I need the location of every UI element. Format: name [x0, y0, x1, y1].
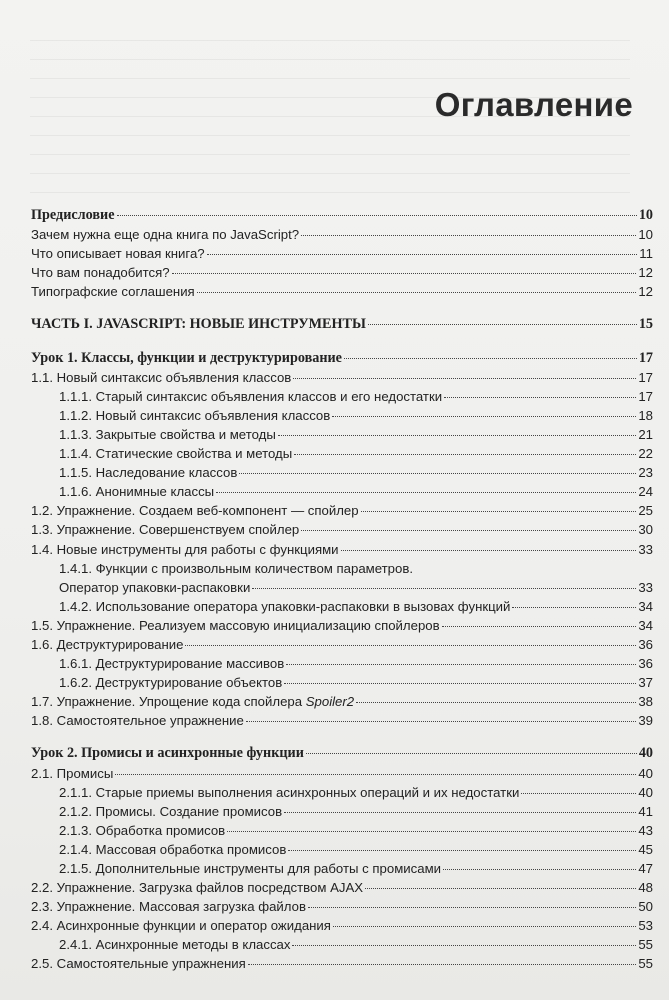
dot-leader — [172, 273, 637, 274]
toc-page-number: 24 — [638, 484, 653, 500]
toc-entry-italic: Spoiler2 — [305, 694, 355, 710]
toc-entry-title — [59, 673, 282, 692]
toc-entry[interactable] — [31, 244, 653, 263]
dot-leader — [442, 626, 637, 627]
toc-entry[interactable] — [31, 520, 653, 539]
toc-entry-title — [59, 935, 290, 954]
toc-entry-text: Что описывает новая книга? — [31, 246, 205, 262]
toc-entry-text: 2.1.1. Старые приемы выполнения асинхронных операций и их недостатки — [59, 784, 520, 800]
toc-entry-title — [31, 263, 170, 282]
toc-entry-title — [31, 520, 299, 539]
toc-entry[interactable] — [31, 654, 653, 673]
toc-entry-text: 1.1.1. Старый синтаксис объявления классов и его недостатки — [59, 388, 443, 404]
toc-entry-text: 2.3. Упражнение. Массовая загрузка файлов — [31, 899, 306, 915]
toc-page-number: 41 — [638, 803, 653, 819]
toc-page-number: 37 — [638, 675, 653, 691]
toc-entry[interactable] — [31, 692, 653, 711]
toc-entry-title — [59, 444, 292, 463]
toc-entry[interactable] — [31, 616, 653, 635]
toc-entry-title — [59, 597, 510, 616]
dot-leader — [284, 812, 636, 813]
dot-leader — [512, 607, 636, 608]
dot-leader — [278, 435, 637, 436]
toc-entry-title — [59, 406, 330, 425]
toc-entry-text: 1.6. Деструктурирование — [31, 636, 184, 652]
toc-entry-title — [59, 425, 276, 444]
dot-leader — [294, 454, 636, 455]
toc-entry-text: 1.1.2. Новый синтаксис объявления классов — [59, 407, 331, 423]
toc-entry-title — [59, 654, 284, 673]
toc-entry[interactable] — [31, 225, 653, 244]
dot-leader — [185, 645, 636, 646]
dot-leader — [341, 550, 637, 551]
toc-entry-text: Зачем нужна еще одна книга по JavaScript? — [31, 227, 300, 243]
toc-entry-title — [31, 315, 366, 334]
dot-leader — [292, 945, 636, 946]
toc-page-number: 36 — [638, 656, 653, 672]
toc-entry-text: Что вам понадобится? — [31, 265, 170, 281]
dot-leader — [333, 926, 636, 927]
toc-page-number: 55 — [638, 956, 653, 972]
toc-page-number: 15 — [638, 316, 653, 333]
toc-page-number: 40 — [638, 765, 653, 781]
dot-leader — [246, 721, 637, 722]
toc-entry-title — [59, 559, 413, 578]
toc-entry-text: 2.1. Промисы — [31, 765, 114, 781]
toc-page-number: 22 — [638, 446, 653, 462]
toc-entry[interactable] — [31, 783, 653, 802]
toc-page-number: 34 — [638, 617, 653, 633]
toc-entry[interactable] — [31, 764, 653, 783]
toc-page-number: 11 — [639, 246, 653, 262]
toc-page-number: 38 — [638, 694, 653, 710]
dot-leader — [301, 530, 636, 531]
toc-entry[interactable] — [31, 578, 653, 597]
toc-entry[interactable] — [31, 501, 653, 520]
toc-page-number: 48 — [638, 880, 653, 896]
toc-entry-title — [31, 744, 304, 763]
dot-leader — [286, 664, 636, 665]
toc-entry-title — [31, 878, 363, 897]
toc-page-number: 17 — [638, 349, 653, 366]
toc-page-number: 34 — [638, 598, 653, 614]
toc-entry-text: 1.1.3. Закрытые свойства и методы — [59, 426, 276, 442]
toc-page-number: 17 — [638, 369, 653, 385]
dot-leader — [308, 907, 636, 908]
toc-heading[interactable] — [31, 349, 653, 368]
toc-entry-text: 1.1.4. Статические свойства и методы — [59, 446, 293, 462]
toc-entry[interactable] — [31, 897, 653, 916]
dot-leader — [301, 235, 636, 236]
toc-page-number: 10 — [638, 207, 653, 223]
toc-entry-title — [59, 802, 282, 821]
toc-page-number: 12 — [638, 284, 653, 300]
toc-page-number: 30 — [638, 522, 653, 538]
toc-entry-text: 1.6.1. Деструктурирование массивов — [59, 656, 285, 672]
toc-entry-text: 1.8. Самостоятельное упражнение — [31, 713, 244, 729]
toc-entry-text: 1.1.6. Анонимные классы — [59, 484, 215, 500]
toc-heading[interactable] — [31, 315, 653, 334]
toc-entry-text: Урок 1. Классы, функции и деструктурирование — [31, 349, 342, 366]
toc-entry-title — [59, 840, 286, 859]
dot-leader — [368, 324, 637, 325]
toc-entry-text: 2.1.5. Дополнительные инструменты для работы с промисами — [59, 861, 441, 876]
dot-leader — [444, 397, 636, 398]
dot-leader — [521, 793, 636, 794]
toc-entry-title — [31, 635, 183, 654]
toc-entry-text: 1.4.1. Функции с произвольным количеством параметров. — [59, 560, 413, 576]
dot-leader — [293, 378, 636, 379]
toc-page-number: 40 — [638, 745, 653, 762]
toc-entry[interactable] — [31, 635, 653, 654]
toc-page-number: 33 — [638, 579, 653, 595]
toc-page-number: 39 — [638, 713, 653, 729]
toc-entry[interactable] — [31, 559, 653, 578]
table-of-contents — [31, 206, 653, 974]
toc-page-number: 21 — [638, 426, 653, 442]
toc-entry-text: 2.2. Упражнение. Загрузка файлов посредством AJAX — [31, 880, 364, 896]
toc-entry-title — [31, 616, 440, 635]
toc-page-number: 10 — [638, 227, 653, 243]
toc-entry[interactable] — [31, 463, 653, 482]
toc-entry-text: 1.4. Новые инструменты для работы с функциями — [31, 541, 339, 557]
toc-entry-title — [31, 244, 205, 263]
toc-entry-text: 1.1.5. Наследование классов — [59, 465, 238, 481]
dot-leader — [361, 511, 637, 512]
toc-heading[interactable] — [31, 744, 653, 763]
toc-entry-title — [31, 540, 339, 559]
dot-leader — [227, 831, 636, 832]
toc-entry-text: 1.4.2. Использование оператора упаковки-распаковки в вызовах функций — [59, 598, 511, 614]
dot-leader — [197, 292, 637, 293]
toc-entry[interactable] — [31, 282, 653, 301]
toc-entry-title — [31, 692, 354, 711]
toc-page-number: 25 — [638, 503, 653, 519]
dot-leader — [288, 850, 636, 851]
toc-heading[interactable] — [31, 206, 653, 225]
dot-leader — [216, 492, 636, 493]
dot-leader — [306, 753, 637, 754]
toc-entry-text: 2.5. Самостоятельные упражнения — [31, 956, 246, 972]
toc-entry[interactable] — [31, 954, 653, 973]
toc-page-number: 36 — [638, 636, 653, 652]
dot-leader — [332, 416, 636, 417]
dot-leader — [344, 358, 637, 359]
toc-entry-text: 2.1.3. Обработка промисов — [59, 822, 226, 838]
toc-entry-text: 1.6.2. Деструктурирование объектов — [59, 675, 283, 691]
toc-entry[interactable] — [31, 821, 653, 840]
toc-page-number: 12 — [638, 265, 653, 281]
toc-entry-text: 2.1.4. Массовая обработка промисов — [59, 841, 287, 857]
toc-entry-text: ЧАСТЬ I. JAVASCRIPT: НОВЫЕ ИНСТРУМЕНТЫ — [31, 316, 366, 333]
toc-entry-text: Урок 2. Промисы и асинхронные функции — [31, 745, 304, 762]
toc-entry-title — [59, 463, 237, 482]
toc-entry-text: 1.5. Упражнение. Реализуем массовую инициализацию спойлеров — [31, 617, 440, 633]
toc-page-number: 33 — [638, 541, 653, 557]
dot-leader — [284, 683, 636, 684]
toc-entry-title — [59, 821, 225, 840]
toc-entry[interactable] — [31, 859, 653, 878]
toc-entry[interactable] — [31, 935, 653, 954]
toc-entry-title — [31, 897, 306, 916]
toc-entry[interactable] — [31, 711, 653, 730]
toc-entry-title — [31, 916, 331, 935]
toc-entry[interactable] — [31, 878, 653, 897]
toc-page-number: 23 — [638, 465, 653, 481]
toc-entry-title — [31, 206, 115, 225]
toc-entry-title — [59, 482, 214, 501]
toc-entry[interactable] — [31, 597, 653, 616]
toc-entry[interactable] — [31, 840, 653, 859]
toc-entry[interactable] — [31, 916, 653, 935]
toc-entry-title — [59, 783, 519, 802]
dot-leader — [207, 254, 638, 255]
toc-entry[interactable] — [31, 425, 653, 444]
toc-page-number: 55 — [638, 937, 653, 953]
toc-entry-text: 2.4.1. Асинхронные методы в классах — [59, 937, 291, 953]
toc-entry-text: 2.4. Асинхронные функции и оператор ожидания — [31, 918, 331, 934]
toc-entry-text: 1.2. Упражнение. Создаем веб-компонент — спойлер — [31, 503, 359, 519]
dot-leader — [248, 964, 637, 965]
toc-entry-title — [31, 711, 244, 730]
toc-page-number: 40 — [638, 784, 653, 800]
toc-entry-text: 1.3. Упражнение. Совершенствуем спойлер — [31, 522, 300, 538]
toc-entry-title — [59, 578, 250, 597]
toc-entry[interactable] — [31, 263, 653, 282]
toc-entry[interactable] — [31, 368, 653, 387]
toc-page-number: 53 — [638, 918, 653, 934]
toc-entry-title — [31, 282, 195, 301]
toc-entry-title — [31, 225, 299, 244]
toc-page-number: 47 — [638, 861, 653, 876]
dot-leader — [252, 588, 636, 589]
toc-entry-title — [31, 954, 246, 973]
toc-entry-title — [31, 501, 359, 520]
toc-page-number: 45 — [638, 841, 653, 857]
toc-entry-text: Предисловие — [31, 207, 115, 223]
toc-page-number: 43 — [638, 822, 653, 838]
dot-leader — [356, 702, 636, 703]
toc-entry-title — [31, 368, 291, 387]
toc-entry-title — [31, 349, 342, 368]
toc-entry[interactable] — [31, 444, 653, 463]
toc-entry-text: Типографские соглашения — [31, 284, 195, 300]
dot-leader — [443, 869, 636, 870]
page-title: Оглавление — [434, 86, 633, 123]
toc-entry[interactable] — [31, 802, 653, 821]
toc-entry[interactable] — [31, 387, 653, 406]
toc-entry-text: 2.1.2. Промисы. Создание промисов — [59, 803, 283, 819]
toc-page-number: 50 — [638, 899, 653, 915]
dot-leader — [117, 215, 637, 216]
toc-entry[interactable] — [31, 673, 653, 692]
toc-entry[interactable] — [31, 482, 653, 501]
toc-entry-text: 1.1. Новый синтаксис объявления классов — [31, 369, 292, 385]
toc-entry-title — [59, 387, 442, 406]
toc-entry-title — [59, 859, 441, 878]
toc-page-number: 18 — [638, 407, 653, 423]
toc-entry[interactable] — [31, 540, 653, 559]
toc-entry-title — [31, 764, 113, 783]
dot-leader — [365, 888, 636, 889]
toc-entry-text: Оператор упаковки-распаковки — [59, 579, 251, 595]
dot-leader — [239, 473, 636, 474]
toc-entry-text: 1.7. Упражнение. Упрощение кода спойлера — [31, 694, 306, 710]
dot-leader — [115, 774, 636, 775]
toc-page-number: 17 — [638, 388, 653, 404]
toc-entry[interactable] — [31, 406, 653, 425]
